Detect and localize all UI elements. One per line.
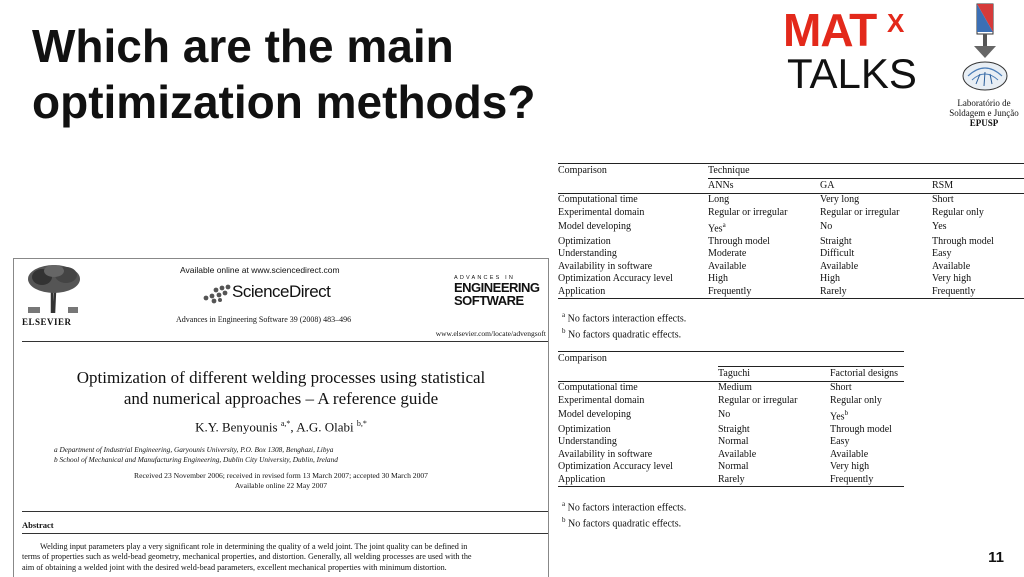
table-row	[558, 194, 1024, 207]
table-cell: Frequently	[830, 474, 904, 487]
table-cell: Yes	[932, 221, 947, 233]
aes-journal-logo	[454, 275, 548, 323]
table-cell: Optimization Accuracy level	[558, 273, 673, 285]
table-row	[558, 461, 904, 474]
table-cell: Through model	[830, 423, 892, 435]
table-cell: No	[820, 221, 833, 233]
paper-title-line2: and numerical approaches – A reference guide	[123, 389, 439, 408]
slide-title	[32, 18, 632, 130]
table-cell: Very high	[830, 461, 870, 473]
table1-col0-header: Comparison	[558, 164, 708, 179]
table-cell: Regular only	[932, 206, 984, 218]
table2-col0-header: Comparison	[558, 352, 718, 367]
table-row	[558, 382, 904, 395]
table-cell: Long	[708, 194, 820, 207]
table-cell: Very long	[820, 194, 932, 207]
table-cell: Yes$^a$	[708, 221, 726, 235]
table-cell-text: Yes	[830, 411, 845, 423]
table-cell: Optimization	[558, 423, 611, 435]
received-dates: Received 23 November 2006; received in revised form 13 March 2007; accepted 30 March 2007	[134, 471, 428, 480]
author2-sup: b,*	[356, 419, 367, 428]
table1-footnote-a-text: No factors interaction effects.	[567, 313, 687, 325]
table-cell: Computational time	[558, 382, 718, 395]
table-cell: Yes$^b$	[830, 409, 849, 423]
table-row	[558, 261, 1024, 274]
abstract-line2: terms of properties such as weld-bead geometry, mechanical properties, and distortion. Generally, all welding processes are used with the	[22, 552, 472, 562]
table2-footnote-a: $^a$ No factors interaction effects.	[562, 500, 687, 514]
affiliation-a: a Department of Industrial Engineering, Garyounis University, P.O. Box 1308, Benghazi, Libya	[54, 445, 334, 454]
lab-logo	[946, 2, 1022, 132]
table-cell: Medium	[718, 382, 830, 395]
sciencedirect-logo	[198, 279, 368, 307]
paper-excerpt	[13, 258, 549, 577]
table-cell: No	[718, 409, 731, 421]
lab-line1: Laboratório de	[957, 98, 1011, 108]
table-cell: Very high	[932, 273, 972, 285]
table-cell: Availability in software	[558, 448, 653, 460]
slide-number: 11	[988, 549, 1004, 566]
elsevier-name: ELSEVIER	[22, 317, 72, 327]
table-row	[558, 424, 904, 437]
table-cell: Moderate	[708, 248, 747, 260]
matx-x-text: X	[887, 8, 905, 38]
sciencedirect-dots-icon	[198, 283, 232, 305]
table2-footnote-b: $^b$ No factors quadratic effects.	[562, 516, 682, 530]
comparison-table-2	[558, 351, 904, 487]
comparison-table-1	[558, 163, 1024, 299]
table-cell: Understanding	[558, 436, 617, 448]
table-cell: Computational time	[558, 194, 708, 207]
table1-footnote-b-text: No factors quadratic effects.	[568, 329, 682, 341]
table2-col-header: Taguchi	[718, 367, 830, 382]
table1-footnote-a: $^a$ No factors interaction effects.	[562, 311, 687, 325]
table1-col-header: ANNs	[708, 179, 820, 194]
table-cell: Easy	[932, 248, 952, 260]
affiliation-b: b School of Mechanical and Manufacturing Engineering, Dublin City University, Dublin, Ireland	[54, 455, 338, 464]
table-cell: Model developing	[558, 221, 632, 233]
table-row	[558, 407, 904, 424]
aes-line2: ENGINEERING	[454, 280, 540, 295]
table-cell: Availability in software	[558, 260, 653, 272]
table-cell: Regular or irregular	[718, 394, 798, 406]
table-row	[558, 286, 1024, 299]
abstract-heading: Abstract	[22, 520, 54, 530]
table-cell: Regular or irregular	[708, 206, 788, 218]
table-cell: Rarely	[820, 286, 932, 299]
abstract-line3: aim of obtaining a welded joint with the desired weld-bead parameters, excellent mechanical properties with minimum distortion.	[22, 562, 447, 572]
table2-footnote-a-text: No factors interaction effects.	[567, 502, 687, 514]
journal-reference: Advances in Engineering Software 39 (2008) 483–496	[176, 315, 352, 324]
available-online-text: Available online at www.sciencedirect.com	[180, 265, 340, 275]
table1-col-header: RSM	[932, 179, 1024, 194]
table-cell: Easy	[830, 436, 850, 448]
table-row	[558, 207, 1024, 220]
lab-line3: EPUSP	[969, 118, 999, 128]
table-row	[558, 219, 1024, 236]
table-cell: Optimization Accuracy level	[558, 461, 673, 473]
table-cell: High	[708, 273, 728, 285]
table-row	[558, 236, 1024, 249]
table1-footnote-b: $^b$ No factors quadratic effects.	[562, 327, 682, 341]
paper-title-line1: Optimization of different welding processes using statistical	[76, 368, 486, 387]
table-cell: Frequently	[708, 286, 820, 299]
table-cell: Regular or irregular	[820, 206, 900, 218]
paper-authors	[14, 419, 548, 435]
table-row	[558, 273, 1024, 286]
author1-name: K.Y. Benyounis	[195, 419, 278, 435]
aes-line3: SOFTWARE	[454, 293, 524, 308]
abstract-top-rule	[22, 511, 548, 512]
table-cell: High	[820, 273, 840, 285]
paper-title	[14, 367, 548, 409]
matx-talks-text: TALKS	[787, 50, 917, 97]
table-cell: Available	[932, 260, 971, 272]
table-cell: Understanding	[558, 248, 617, 260]
table1-col-header: GA	[820, 179, 932, 194]
table-row	[558, 395, 904, 408]
table1-footnotes	[562, 309, 686, 342]
table-cell: Available	[820, 260, 859, 272]
lab-emblem-icon	[960, 2, 1010, 98]
table-row	[558, 248, 1024, 261]
table2-col-header: Factorial designs	[830, 367, 904, 382]
table-cell: Normal	[718, 461, 749, 473]
table-cell: Application	[558, 474, 718, 487]
table-cell: Model developing	[558, 409, 632, 421]
elsevier-tree-icon	[22, 263, 86, 315]
lab-name	[946, 98, 1022, 128]
lab-line2: Soldagem e Junção	[949, 108, 1019, 118]
table-cell: Difficult	[820, 248, 855, 260]
table-cell: Rarely	[718, 474, 830, 487]
table-cell: Through model	[932, 235, 994, 247]
table-cell: Application	[558, 286, 708, 299]
table-cell: Available	[718, 448, 757, 460]
table2-footnote-b-text: No factors quadratic effects.	[568, 518, 682, 530]
matx-talks-logo	[783, 4, 943, 100]
slide-title-line2: optimization methods?	[32, 76, 536, 128]
author2-name: , A.G. Olabi	[290, 419, 354, 435]
table-cell: Short	[830, 382, 904, 395]
table-cell: Straight	[718, 423, 750, 435]
table-cell: Available	[708, 260, 747, 272]
abstract-rule	[22, 533, 548, 534]
table-cell: Optimization	[558, 235, 611, 247]
table-cell: Straight	[820, 235, 852, 247]
abstract-line1: Welding input parameters play a very significant role in determining the quality of a weld joint. The joint quality can be defined in	[40, 542, 468, 551]
aes-line1: ADVANCES IN	[454, 275, 516, 281]
sciencedirect-text: ScienceDirect	[232, 282, 331, 301]
table-cell: Normal	[718, 436, 749, 448]
table-cell: Regular only	[830, 394, 882, 406]
table-cell: Short	[932, 194, 1024, 207]
table-row	[558, 436, 904, 449]
header-rule	[22, 341, 548, 342]
table-cell: Experimental domain	[558, 394, 645, 406]
table-cell: Experimental domain	[558, 206, 645, 218]
matx-mat-text: MAT	[783, 4, 877, 56]
table-row	[558, 474, 904, 487]
table-cell: Frequently	[932, 286, 1024, 299]
table-cell-text: Yes	[708, 223, 723, 235]
abstract-text	[22, 542, 546, 573]
author1-sup: a,*	[280, 419, 291, 428]
table2-footnotes	[562, 498, 686, 531]
slide-title-line1: Which are the main	[32, 20, 454, 72]
table-row	[558, 449, 904, 462]
table-cell: Through model	[708, 235, 770, 247]
online-date: Available online 22 May 2007	[234, 481, 328, 490]
journal-url: www.elsevier.com/locate/advengsoft	[435, 329, 546, 338]
table-cell: Available	[830, 448, 869, 460]
table1-technique-header: Technique	[708, 164, 1024, 179]
